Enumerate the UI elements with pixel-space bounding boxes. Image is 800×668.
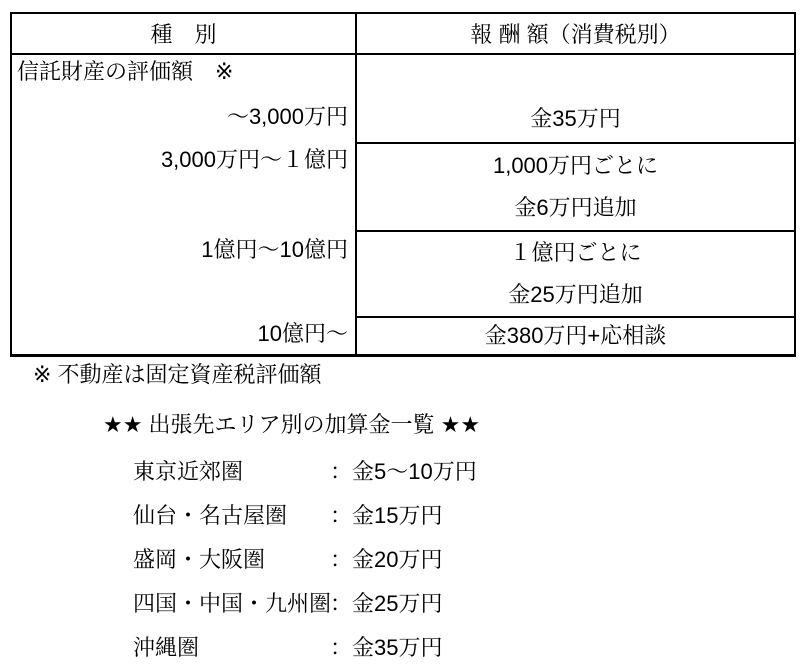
list-item (133, 624, 477, 668)
list-item (133, 448, 477, 492)
area-fee-list (133, 448, 477, 668)
area-name: 沖縄圏 (133, 634, 200, 660)
fee-cell-under-3000man (356, 54, 795, 143)
range-1oku-10oku: 1億円～10億円 (201, 237, 348, 262)
area-name: 四国・中国・九州圏 (133, 590, 332, 616)
valuation-note: ※ 不動産は固定資産税評価額 (33, 362, 322, 387)
area-name: 東京近郊圏 (133, 458, 244, 484)
fee-cell-over-10oku (356, 317, 795, 355)
fee-value-line1: １億円ごとに (509, 240, 642, 265)
range-over-10oku: 10億円～ (257, 321, 348, 346)
fee-value-line2: 金6万円追加 (514, 195, 637, 220)
list-item (133, 492, 477, 536)
fee-value-line1: 1,000万円ごとに (492, 153, 659, 178)
header-fee-cell: 報 酬 額（消費税別） (356, 13, 795, 54)
area-fee-value: ：金25万円 (330, 590, 443, 616)
fee-value-line2: 金25万円追加 (508, 282, 643, 307)
fee-cell-1oku-10oku (356, 231, 795, 317)
header-type-cell: 種 別 (11, 13, 356, 54)
fee-cell-3000man-1oku (356, 143, 795, 231)
area-fee-value: ：金35万円 (330, 634, 443, 660)
fee-value: 金35万円 (530, 106, 621, 131)
area-fee-value: ：金20万円 (330, 546, 443, 572)
area-name: 仙台・名古屋圏 (133, 502, 288, 528)
area-section-heading: ★★ 出張先エリア別の加算金一覧 ★★ (103, 412, 481, 437)
category-title: 信託財産の評価額 ※ (17, 59, 234, 84)
list-item (133, 580, 477, 624)
category-cell (11, 54, 356, 355)
area-name: 盛岡・大阪圏 (133, 546, 266, 572)
table-header-row (11, 13, 795, 54)
range-3000man-1oku: 3,000万円～１億円 (160, 147, 348, 172)
fee-table (10, 12, 796, 357)
area-fee-value: ：金15万円 (330, 502, 443, 528)
category-cell-content (12, 55, 355, 348)
fee-value: 金380万円+応相談 (484, 322, 667, 348)
list-item (133, 536, 477, 580)
area-fee-value: ：金5～10万円 (330, 458, 477, 484)
range-under-3000man: ～3,000万円 (226, 104, 348, 129)
table-row (11, 54, 795, 143)
